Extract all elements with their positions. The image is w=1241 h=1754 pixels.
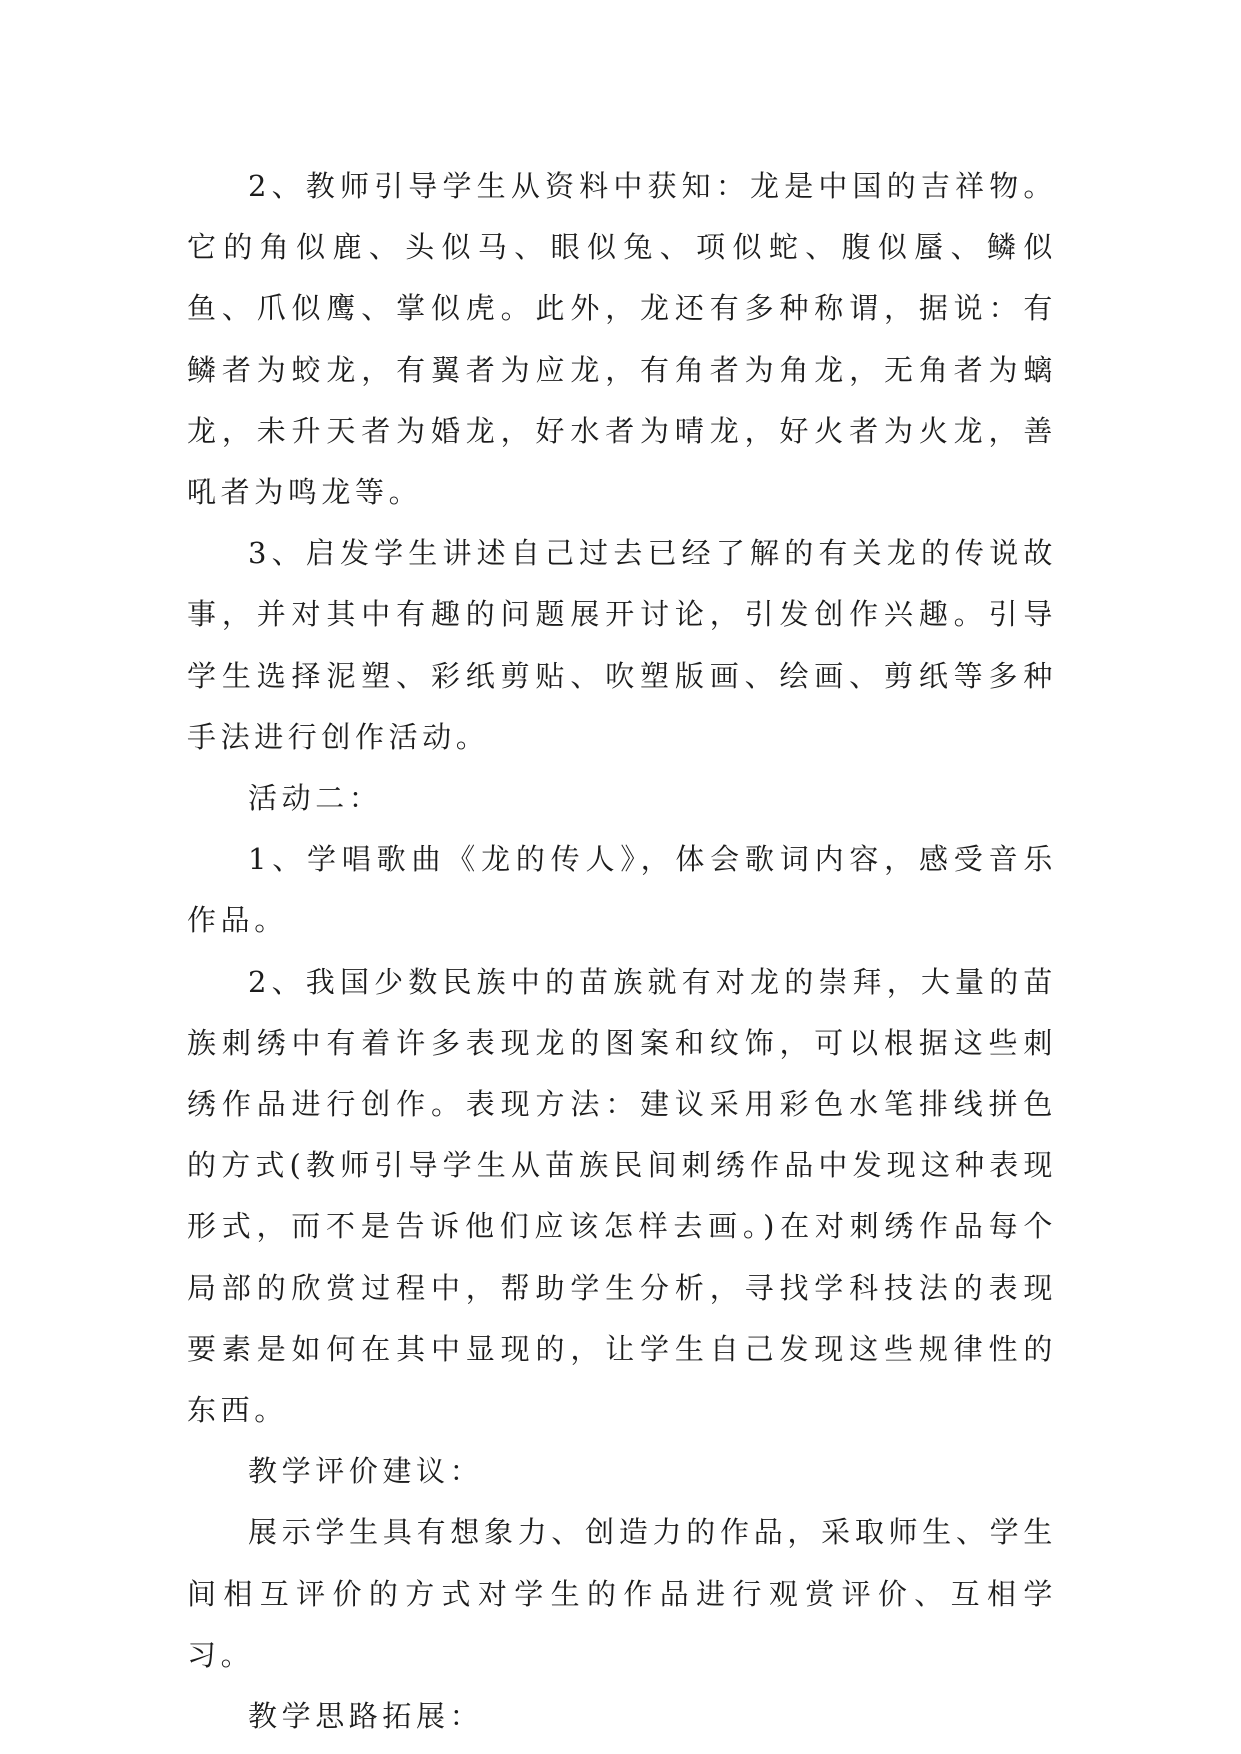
heading-evaluation-suggestions: 教学评价建议：: [248, 1454, 484, 1489]
paragraph-dragon-stories: 3、启发学生讲述自己过去已经了解的有关龙的传说故事，并对其中有趣的问题展开讨论，引发创作兴趣。引导学生选择泥塑、彩纸剪贴、吹塑版画、绘画、剪纸等多种手法进行创作活动。: [187, 536, 1057, 754]
document-body: [187, 156, 1057, 1747]
paragraph-learn-song: 1、学唱歌曲《龙的传人》，体会歌词内容，感受音乐作品。: [187, 842, 1057, 938]
heading-activity-two: 活动二：: [248, 781, 383, 816]
paragraph-dragon-knowledge: 2、教师引导学生从资料中获知：龙是中国的吉祥物。它的角似鹿、头似马、眼似兔、项似蛇、腹似蜃、鳞似鱼、爪似鹰、掌似虎。此外，龙还有多种称谓，据说：有鳞者为蛟龙，有翼者为应龙，有角者为角龙，无角者为螭龙，未升天者为婚龙，好水者为晴龙，好火者为火龙，善吼者为鸣龙等。: [187, 169, 1057, 510]
paragraph-evaluation: 展示学生具有想象力、创造力的作品，采取师生、学生间相互评价的方式对学生的作品进行观赏评价、互相学习。: [187, 1515, 1057, 1672]
paragraph-miao-embroidery: 2、我国少数民族中的苗族就有对龙的崇拜，大量的苗族刺绣中有着许多表现龙的图案和纹饰，可以根据这些刺绣作品进行创作。表现方法：建议采用彩色水笔排线拼色的方式(教师引导学生从苗族民间刺绣作品中发现这种表现形式，而不是告诉他们应该怎样去画。)在对刺绣作品每个局部的欣赏过程中，帮助学生分析，寻找学科技法的表现要素是如何在其中显现的，让学生自己发现这些规律性的东西。: [187, 964, 1057, 1428]
heading-teaching-extension: 教学思路拓展：: [248, 1699, 484, 1734]
